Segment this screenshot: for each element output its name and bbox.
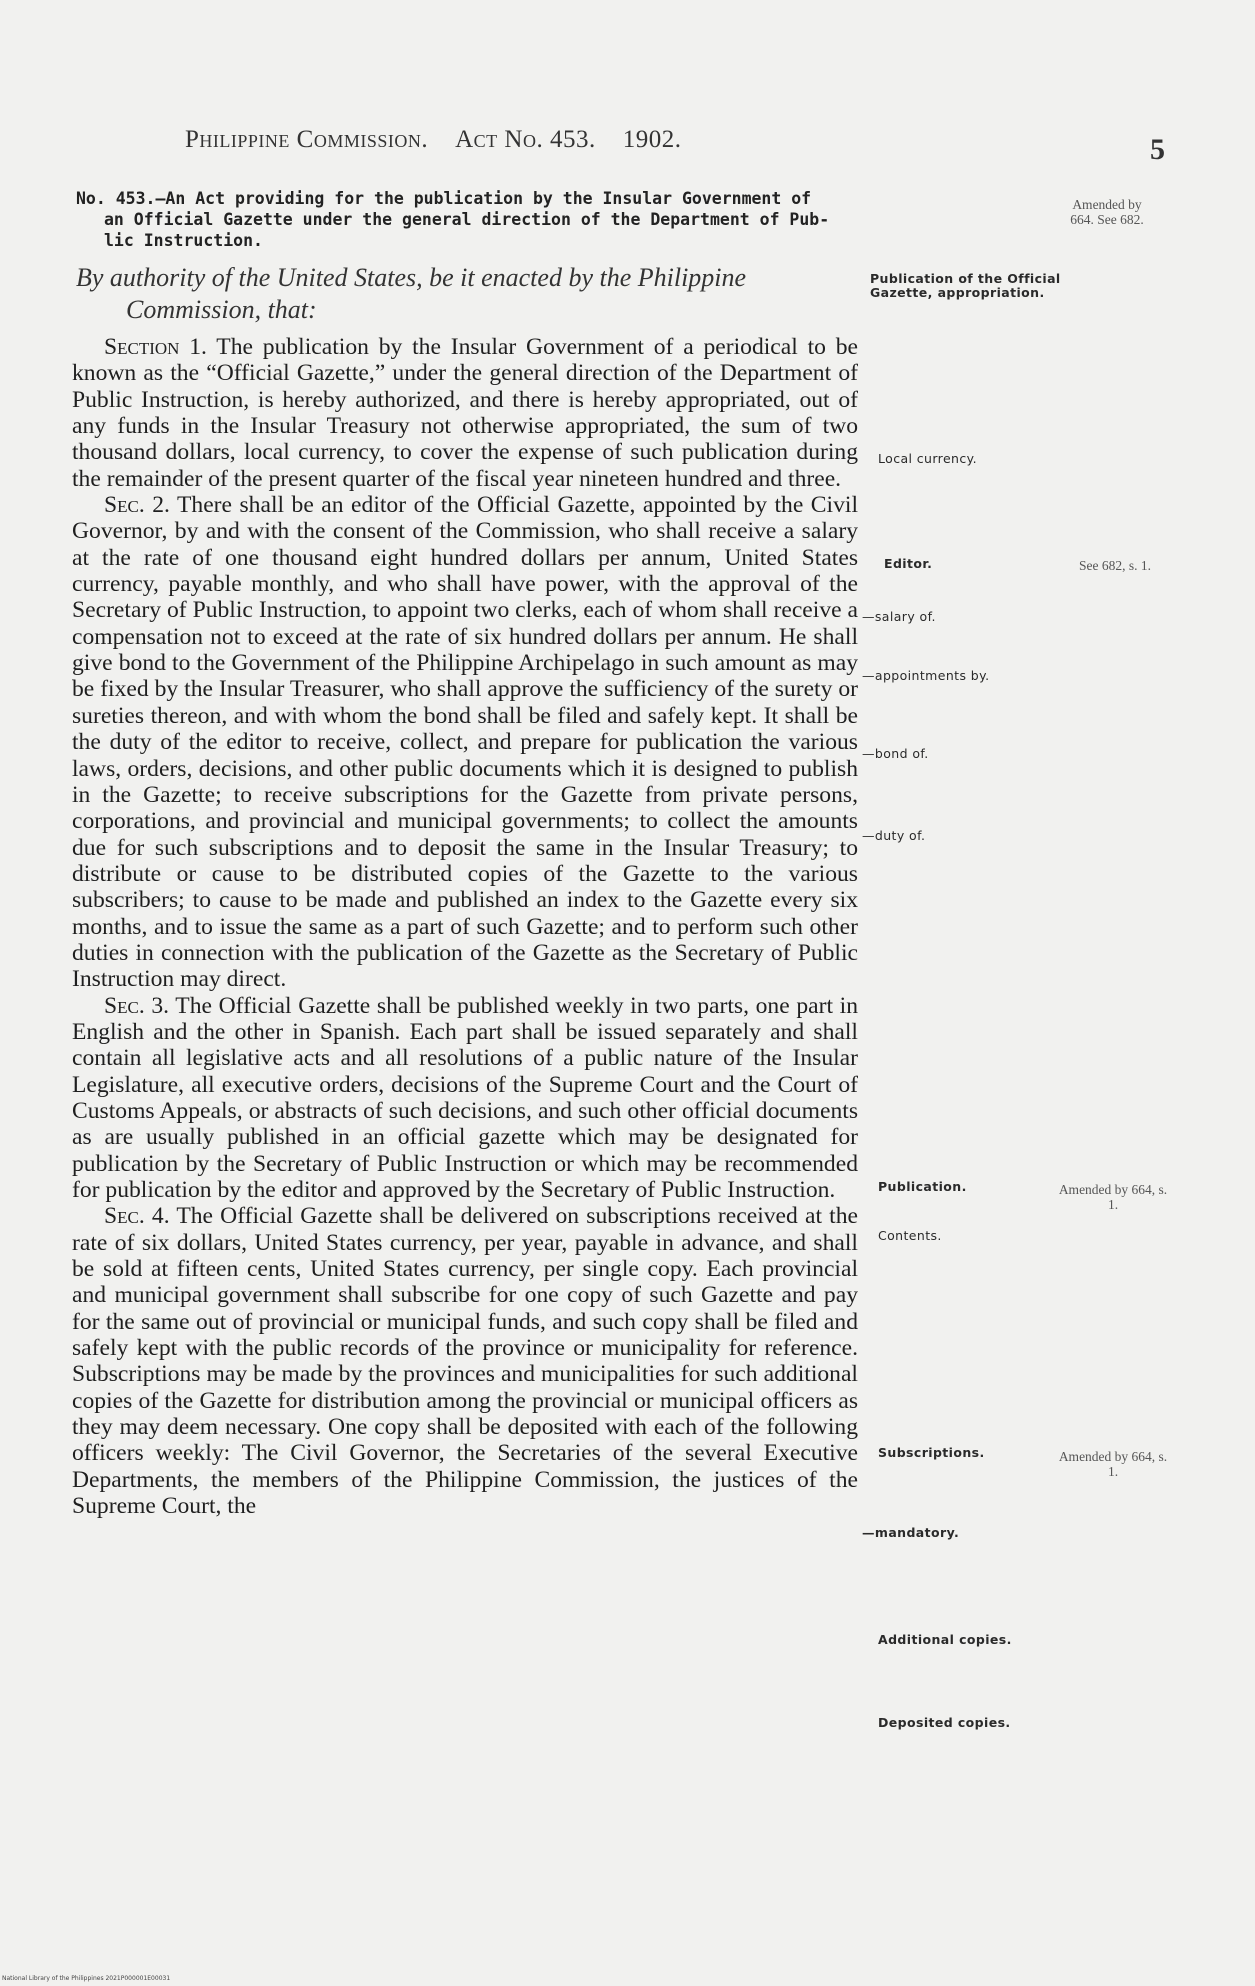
section-lead: Sec. 3. (104, 992, 170, 1019)
enacting-clause-line1: By authority of the United States, be it enacted by the Philippine (76, 263, 747, 292)
reference-amended-664-682: Amended by 664. See 682. (1070, 197, 1144, 227)
act-title (76, 188, 866, 251)
reference-see-682: See 682, s. 1. (1079, 558, 1151, 573)
scan-footer: National Library of the Philippines 2021P000001E00031 (2, 1975, 171, 1982)
act-title-line3: lic Instruction. (104, 231, 263, 250)
margin-note-bond-of: —bond of. (862, 746, 929, 761)
section-lead: Sec. 4. (104, 1203, 170, 1230)
reference-amended-sec3: Amended by 664, s. 1. (1058, 1182, 1168, 1212)
margin-note-publication-of-gazette: Publication of the Official Gazette, appropriation. (870, 271, 1061, 300)
margin-note-duty-of: —duty of. (862, 828, 926, 843)
section-text: The Official Gazette shall be published weekly in two parts, one part in English and the other in Spanish. Each part shall be issued separately and shall contain all legislative acts and all resolutions of a public nature of the Insular Legislature, all executive orders, decisions of the Supreme Court and the Court of Customs Appeals, or abstracts of such decisions, and such other official documents as are usually published in an official gazette which may be designated for publication by the Secretary of Public Instruction or which may be recommended for publication by the editor and approved by the Secretary of Public Instruction. (72, 992, 859, 1203)
section-2 (72, 492, 858, 993)
section-lead: Section 1. (104, 334, 207, 360)
margin-note-subscriptions: Subscriptions. (878, 1445, 985, 1460)
margin-note-local-currency: Local currency. (878, 451, 978, 466)
margin-note-contents: Contents. (878, 1228, 942, 1243)
margin-note-additional-copies: Additional copies. (878, 1632, 1012, 1647)
enacting-clause-line2: Commission, that: (126, 295, 317, 324)
act-body (72, 334, 858, 1519)
margin-note-deposited-copies: Deposited copies. (878, 1715, 1011, 1730)
reference-amended-sec4: Amended by 664, s. 1. (1058, 1449, 1168, 1479)
margin-note-editor: Editor. (884, 556, 933, 571)
header-act: Act No. 453. (455, 126, 596, 153)
running-header (185, 126, 725, 154)
section-4 (72, 1203, 858, 1519)
section-1 (72, 334, 858, 492)
header-commission: Philippine Commission. (185, 126, 429, 153)
margin-note-mandatory: —mandatory. (862, 1525, 960, 1540)
section-3 (72, 993, 858, 1204)
section-text: There shall be an editor of the Official Gazette, appointed by the Civil Governor, by and with the consent of the Commission, who shall receive a salary at the rate of one thousand eight hundred dollars per annum, United States currency, payable monthly, and who shall have power, with the approval of the Secretary of Public Instruction, to appoint two clerks, each of whom shall receive a compensation not to exceed at the rate of six hundred dollars per annum. He shall give bond to the Government of the Philippine Archipelago in such amount as may be fixed by the Insular Treasurer, who shall approve the sufficiency of the surety or sureties thereon, and with whom the bond shall be filed and safely kept. It shall be the duty of the editor to receive, collect, and prepare for publication the various laws, orders, decisions, and other public documents which it is designed to publish in the Gazette; to receive subscriptions for the Gazette from private persons, corporations, and provincial and municipal governments; to collect the amounts due for such subscriptions and to deposit the same in the Insular Treasury; to distribute or cause to be distributed copies of the Gazette to the various subscribers; to cause to be made and published an index to the Gazette every six months, and to issue the same as a part of such Gazette; and to perform such other duties in connection with the publication of the Gazette as the Secretary of Public Instruction may direct. (72, 492, 858, 993)
act-title-line2: an Official Gazette under the general direction of the Department of Pub- (104, 210, 830, 229)
section-text: The publication by the Insular Government of a periodical to be known as the “Official Gazette,” under the general direction of the Department of Public Instruction, is hereby authorized, and there is hereby appropriated, out of any funds in the Insular Treasury not otherwise appropriated, the sum of two thousand dollars, local currency, to cover the expense of such publication during the remainder of the present quarter of the fiscal year nineteen hundred and three. (72, 334, 858, 492)
margin-note-salary-of: —salary of. (862, 609, 936, 624)
enacting-clause (76, 262, 866, 326)
margin-note-appointments-by: —appointments by. (862, 668, 990, 683)
section-text: The Official Gazette shall be delivered on subscriptions received at the rate of six dollars, United States currency, per year, payable in advance, and shall be sold at fifteen cents, United States currency, per single copy. Each provincial and municipal government shall subscribe for one copy of such Gazette and pay for the same out of provincial or municipal funds, and such copy shall be filed and safely kept with the public records of the province or municipality for reference. Subscriptions may be made by the provinces and municipalities for such additional copies of the Gazette for distribution among the provincial or municipal officers as they may deem necessary. One copy shall be deposited with each of the following officers weekly: The Civil Governor, the Secretaries of the several Executive Departments, the members of the Philippine Commission, the justices of the Supreme Court, the (72, 1203, 858, 1520)
section-lead: Sec. 2. (104, 492, 170, 519)
page-number: 5 (1150, 133, 1165, 166)
margin-note-publication: Publication. (878, 1179, 967, 1194)
act-title-line1: No. 453.—An Act providing for the publication by the Insular Government of (76, 189, 812, 208)
header-year: 1902. (622, 126, 682, 153)
